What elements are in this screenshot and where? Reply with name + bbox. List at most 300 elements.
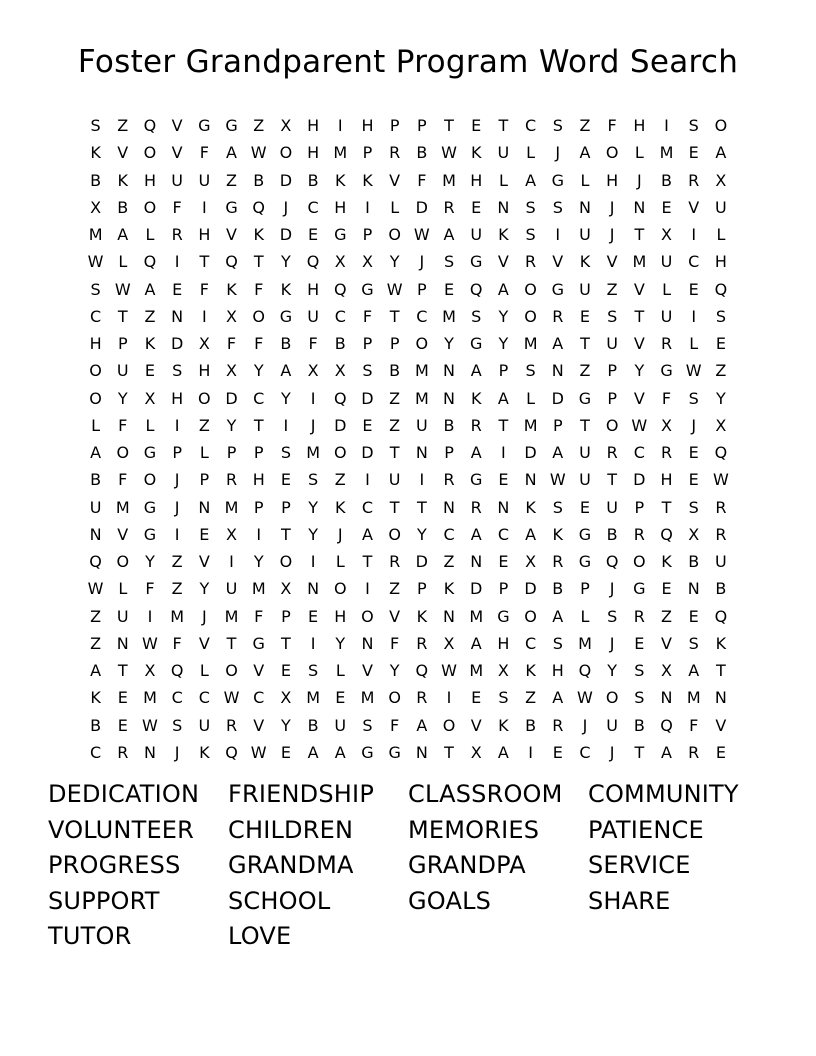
grid-letter: C (525, 116, 537, 136)
grid-letter: E (308, 225, 319, 245)
grid-letter: I (174, 524, 180, 544)
grid-letter: B (334, 334, 346, 354)
grid-letter: I (555, 225, 561, 245)
word-list-item: TUTOR (48, 922, 132, 951)
grid-letter: Z (144, 306, 156, 326)
grid-letter: F (308, 334, 318, 354)
grid-letter: J (691, 415, 697, 435)
grid-letter: H (143, 170, 156, 190)
grid-letter: W (549, 470, 566, 490)
grid-letter: U (579, 279, 591, 299)
grid-letter: J (310, 415, 316, 435)
grid-letter: N (116, 633, 129, 653)
grid-letter: S (172, 361, 183, 381)
grid-letter: A (552, 688, 564, 708)
grid-letter: V (171, 116, 183, 136)
grid-letter: X (144, 661, 156, 681)
grid-letter: D (361, 388, 374, 408)
grid-letter: N (198, 497, 211, 517)
grid-letter: B (443, 415, 455, 435)
grid-letter: E (335, 688, 346, 708)
grid-letter: R (171, 225, 183, 245)
grid-letter: I (310, 633, 316, 653)
grid-letter: Q (333, 388, 347, 408)
grid-letter: G (470, 470, 483, 490)
grid-letter: U (116, 361, 129, 381)
grid-letter: G (279, 306, 293, 326)
grid-letter: B (606, 524, 618, 544)
grid-letter: G (198, 116, 211, 136)
grid-letter: C (253, 688, 265, 708)
grid-letter: K (362, 170, 373, 190)
grid-letter: Q (578, 661, 592, 681)
grid-letter: T (253, 252, 264, 272)
grid-letter: W (685, 361, 702, 381)
grid-letter: U (171, 170, 184, 190)
grid-letter: E (117, 715, 128, 735)
grid-letter: T (389, 443, 400, 463)
grid-letter: Y (416, 524, 427, 544)
grid-letter: V (661, 633, 672, 653)
grid-letter: F (199, 143, 209, 163)
grid-letter: R (225, 470, 238, 490)
word-list-item: DEDICATION (48, 780, 200, 808)
grid-letter: Z (389, 579, 401, 599)
grid-letter: J (609, 197, 615, 217)
grid-letter: J (419, 252, 425, 272)
grid-row (82, 575, 735, 602)
grid-letter: U (116, 606, 129, 626)
grid-letter: N (660, 688, 673, 708)
grid-letter: V (117, 143, 129, 163)
grid-letter: O (361, 606, 374, 626)
grid-row (82, 630, 735, 657)
grid-letter: E (579, 497, 591, 517)
grid-row (82, 221, 735, 248)
grid-letter: E (661, 579, 672, 599)
grid-letter: W (712, 470, 729, 490)
grid-letter: E (688, 606, 699, 626)
grid-letter: X (280, 116, 292, 136)
grid-letter: C (253, 388, 265, 408)
grid-letter: Y (607, 661, 618, 681)
grid-letter: I (528, 742, 533, 762)
grid-letter: C (688, 252, 700, 272)
grid-letter: I (365, 579, 370, 599)
grid-letter: K (199, 742, 210, 762)
grid-letter: Q (660, 715, 673, 735)
grid-letter: Y (498, 334, 509, 354)
grid-letter: P (498, 579, 509, 599)
grid-row (82, 712, 735, 739)
grid-letter: S (607, 606, 618, 626)
grid-letter: V (552, 252, 564, 272)
grid-letter: F (118, 415, 128, 435)
grid-letter: X (470, 742, 482, 762)
grid-letter: O (333, 579, 347, 599)
word-list-item: MEMORIES (408, 815, 540, 844)
grid-letter: S (688, 497, 699, 517)
grid-letter: P (444, 443, 454, 463)
grid-letter: A (525, 524, 537, 544)
grid-letter: E (471, 197, 482, 217)
grid-letter: U (579, 225, 591, 245)
grid-letter: Q (170, 661, 184, 681)
grid-letter: N (714, 688, 727, 708)
grid-letter: P (417, 279, 427, 299)
grid-letter: U (307, 306, 319, 326)
word-list-item: FRIENDSHIP (228, 780, 374, 808)
grid-row (82, 330, 735, 357)
grid-letter: R (633, 606, 645, 626)
grid-letter: K (144, 334, 156, 354)
grid-letter: E (280, 661, 291, 681)
grid-letter: I (664, 116, 669, 136)
grid-letter: K (416, 606, 428, 626)
grid-letter: S (525, 225, 536, 245)
grid-letter: N (578, 197, 591, 217)
grid-letter: U (660, 306, 673, 326)
grid-letter: O (333, 443, 347, 463)
grid-letter: O (714, 116, 728, 136)
grid-letter: K (715, 633, 727, 653)
grid-letter: X (280, 688, 292, 708)
grid-letter: A (144, 279, 156, 299)
grid-letter: G (578, 524, 592, 544)
grid-letter: G (225, 197, 238, 217)
grid-letter: F (417, 170, 427, 190)
grid-letter: T (389, 306, 400, 326)
grid-letter: I (201, 197, 207, 217)
grid-letter: S (471, 306, 482, 326)
grid-letter: Y (281, 252, 291, 272)
grid-letter: S (443, 252, 455, 272)
grid-letter: O (388, 688, 401, 708)
grid-letter: M (306, 443, 320, 463)
grid-letter: X (715, 170, 727, 190)
grid-letter: X (226, 361, 238, 381)
grid-letter: O (143, 470, 157, 490)
grid-letter: E (552, 742, 563, 762)
grid-letter: A (470, 361, 482, 381)
grid-letter: M (143, 688, 157, 708)
grid-letter: Z (579, 361, 591, 381)
grid-letter: J (609, 742, 615, 762)
grid-letter: V (606, 252, 618, 272)
grid-letter: E (634, 633, 645, 653)
grid-letter: S (308, 661, 319, 681)
grid-letter: Y (308, 524, 318, 544)
grid-letter: R (416, 688, 428, 708)
grid-letter: K (498, 225, 509, 245)
grid-letter: E (688, 143, 699, 163)
grid-letter: V (361, 661, 373, 681)
grid-letter: G (361, 742, 374, 762)
grid-letter: K (552, 524, 564, 544)
grid-letter: W (87, 252, 104, 272)
grid-letter: A (470, 443, 482, 463)
grid-letter: A (497, 742, 509, 762)
grid-letter: G (143, 524, 157, 544)
grid-letter: P (362, 334, 373, 354)
grid-letter: Z (715, 361, 727, 381)
grid-letter: Z (443, 552, 455, 572)
grid-letter: L (716, 225, 726, 245)
grid-letter: F (689, 715, 699, 735)
grid-letter: N (497, 197, 510, 217)
grid-letter: N (443, 606, 456, 626)
grid-letter: D (415, 552, 428, 572)
grid-letter: P (389, 334, 400, 354)
grid-letter: H (361, 116, 374, 136)
grid-letter: N (443, 361, 456, 381)
word-list-item: LOVE (228, 922, 292, 951)
grid-letter: S (688, 633, 699, 653)
grid-letter: D (225, 388, 238, 408)
grid-letter: Z (389, 388, 401, 408)
grid-letter: X (280, 579, 292, 599)
grid-letter: W (631, 415, 648, 435)
grid-letter: N (415, 742, 428, 762)
grid-letter: J (283, 197, 289, 217)
word-list-item: PROGRESS (48, 851, 181, 880)
grid-letter: G (143, 443, 157, 463)
grid-letter: T (416, 497, 427, 517)
grid-letter: C (443, 524, 455, 544)
grid-row (82, 521, 735, 548)
grid-letter: L (498, 170, 508, 190)
grid-letter: O (89, 388, 102, 408)
grid-letter: S (308, 470, 319, 490)
grid-letter: V (171, 143, 183, 163)
grid-letter: Q (333, 279, 347, 299)
grid-letter: S (90, 116, 101, 136)
grid-letter: G (578, 552, 592, 572)
grid-letter: P (199, 470, 210, 490)
grid-letter: N (307, 579, 320, 599)
grid-letter: E (362, 415, 373, 435)
grid-letter: U (198, 170, 211, 190)
grid-letter: Z (171, 552, 183, 572)
grid-letter: H (171, 388, 184, 408)
grid-row (82, 466, 735, 493)
grid-letter: U (89, 497, 102, 517)
grid-letter: Y (253, 552, 264, 572)
grid-letter: N (443, 388, 456, 408)
grid-letter: V (198, 633, 210, 653)
grid-letter: J (582, 715, 588, 735)
grid-letter: X (525, 552, 537, 572)
page-title: Foster Grandparent Program Word Search (77, 44, 739, 80)
grid-letter: S (172, 715, 183, 735)
grid-letter: T (498, 415, 509, 435)
grid-letter: A (579, 143, 591, 163)
grid-letter: R (416, 633, 428, 653)
grid-letter: Y (716, 388, 726, 408)
word-list (48, 777, 788, 955)
grid-letter: K (335, 170, 346, 190)
grid-letter: U (497, 143, 510, 163)
grid-letter: H (497, 633, 510, 653)
grid-letter: A (661, 742, 672, 762)
grid-letter: K (90, 688, 101, 708)
grid-letter: C (361, 497, 374, 517)
grid-letter: S (552, 197, 563, 217)
grid-letter: D (279, 170, 293, 190)
grid-letter: F (390, 633, 400, 653)
grid-letter: R (552, 306, 564, 326)
grid-letter: H (307, 116, 320, 136)
grid-letter: L (390, 197, 400, 217)
grid-letter: A (90, 443, 102, 463)
word-list-item: SHARE (588, 886, 671, 915)
grid-letter: F (118, 470, 128, 490)
word-list-item: SCHOOL (228, 886, 331, 915)
grid-letter: S (90, 279, 101, 299)
grid-letter: K (443, 579, 455, 599)
grid-letter: O (605, 143, 619, 163)
grid-letter: V (253, 715, 265, 735)
grid-row (82, 494, 735, 521)
grid-letter: O (388, 225, 401, 245)
grid-letter: P (498, 361, 509, 381)
grid-letter: D (633, 470, 646, 490)
grid-letter: A (416, 715, 428, 735)
grid-letter: M (224, 497, 239, 517)
grid-letter: I (174, 415, 180, 435)
grid-letter: P (607, 388, 617, 408)
grid-row (82, 112, 735, 139)
grid-letter: L (580, 170, 590, 190)
grid-letter: L (580, 606, 590, 626)
grid-letter: P (226, 443, 237, 463)
word-list-item: PATIENCE (588, 815, 704, 844)
grid-letter: H (470, 170, 483, 190)
grid-letter: S (362, 715, 373, 735)
grid-letter: O (279, 143, 293, 163)
grid-letter: T (634, 742, 645, 762)
grid-letter: C (633, 443, 645, 463)
grid-letter: B (552, 579, 564, 599)
grid-letter: I (365, 197, 370, 217)
grid-letter: S (634, 661, 645, 681)
grid-letter: A (525, 170, 537, 190)
grid-letter: R (225, 715, 238, 735)
grid-letter: Q (605, 552, 619, 572)
grid-letter: U (606, 334, 619, 354)
grid-letter: F (145, 579, 155, 599)
grid-letter: N (171, 306, 184, 326)
grid-letter: L (335, 661, 345, 681)
grid-letter: M (659, 143, 674, 163)
grid-letter: U (606, 715, 619, 735)
grid-letter: F (390, 715, 400, 735)
grid-letter: A (226, 143, 237, 163)
grid-letter: J (609, 633, 615, 653)
grid-letter: S (607, 306, 618, 326)
grid-letter: Y (281, 715, 291, 735)
grid-letter: Z (198, 415, 210, 435)
grid-letter: F (172, 197, 182, 217)
grid-letter: X (361, 252, 373, 272)
grid-row (82, 439, 735, 466)
grid-letter: H (334, 197, 347, 217)
grid-letter: J (609, 225, 615, 245)
grid-letter: Q (89, 552, 102, 572)
grid-letter: O (605, 688, 619, 708)
grid-letter: U (579, 470, 591, 490)
grid-letter: H (252, 470, 265, 490)
grid-letter: H (307, 143, 320, 163)
grid-letter: Q (714, 606, 728, 626)
grid-letter: Q (660, 524, 673, 544)
grid-letter: T (117, 306, 128, 326)
grid-letter: E (199, 524, 210, 544)
grid-letter: Z (661, 606, 673, 626)
grid-letter: R (633, 524, 645, 544)
grid-letter: W (142, 715, 158, 735)
grid-letter: M (632, 252, 647, 272)
grid-letter: C (171, 688, 183, 708)
grid-letter: H (714, 252, 727, 272)
grid-letter: V (633, 334, 645, 354)
grid-letter: T (661, 497, 672, 517)
grid-letter: U (715, 552, 727, 572)
grid-letter: B (280, 334, 292, 354)
grid-letter: U (470, 225, 483, 245)
grid-letter: M (442, 170, 456, 190)
grid-row (82, 412, 735, 439)
grid-letter: B (688, 552, 700, 572)
grid-letter: T (580, 415, 590, 435)
grid-letter: D (361, 443, 374, 463)
grid-letter: Y (389, 661, 400, 681)
grid-letter: U (606, 497, 619, 517)
grid-letter: Q (143, 252, 157, 272)
grid-letter: G (578, 388, 592, 408)
grid-letter: U (660, 252, 673, 272)
grid-letter: R (715, 497, 727, 517)
grid-letter: E (471, 688, 482, 708)
grid-letter: E (688, 443, 699, 463)
grid-letter: N (415, 443, 428, 463)
grid-row (82, 139, 735, 166)
grid-letter: S (552, 497, 563, 517)
grid-letter: U (388, 470, 401, 490)
grid-letter: R (389, 143, 401, 163)
grid-letter: M (115, 497, 130, 517)
grid-letter: R (688, 170, 700, 190)
grid-letter: E (144, 361, 156, 381)
grid-letter: Q (415, 661, 429, 681)
grid-letter: M (88, 225, 103, 245)
grid-letter: O (252, 306, 266, 326)
grid-letter: N (524, 470, 537, 490)
grid-letter: R (660, 334, 673, 354)
grid-letter: K (498, 715, 509, 735)
grid-letter: O (524, 279, 537, 299)
grid-letter: V (688, 197, 700, 217)
grid-letter: R (525, 252, 537, 272)
grid-letter: Y (281, 388, 291, 408)
grid-letter: A (470, 524, 482, 544)
grid-letter: A (280, 361, 292, 381)
grid-letter: P (580, 579, 590, 599)
grid-row (82, 603, 735, 630)
grid-letter: W (87, 579, 104, 599)
word-list-item: CLASSROOM (408, 780, 563, 808)
grid-letter: V (633, 279, 645, 299)
